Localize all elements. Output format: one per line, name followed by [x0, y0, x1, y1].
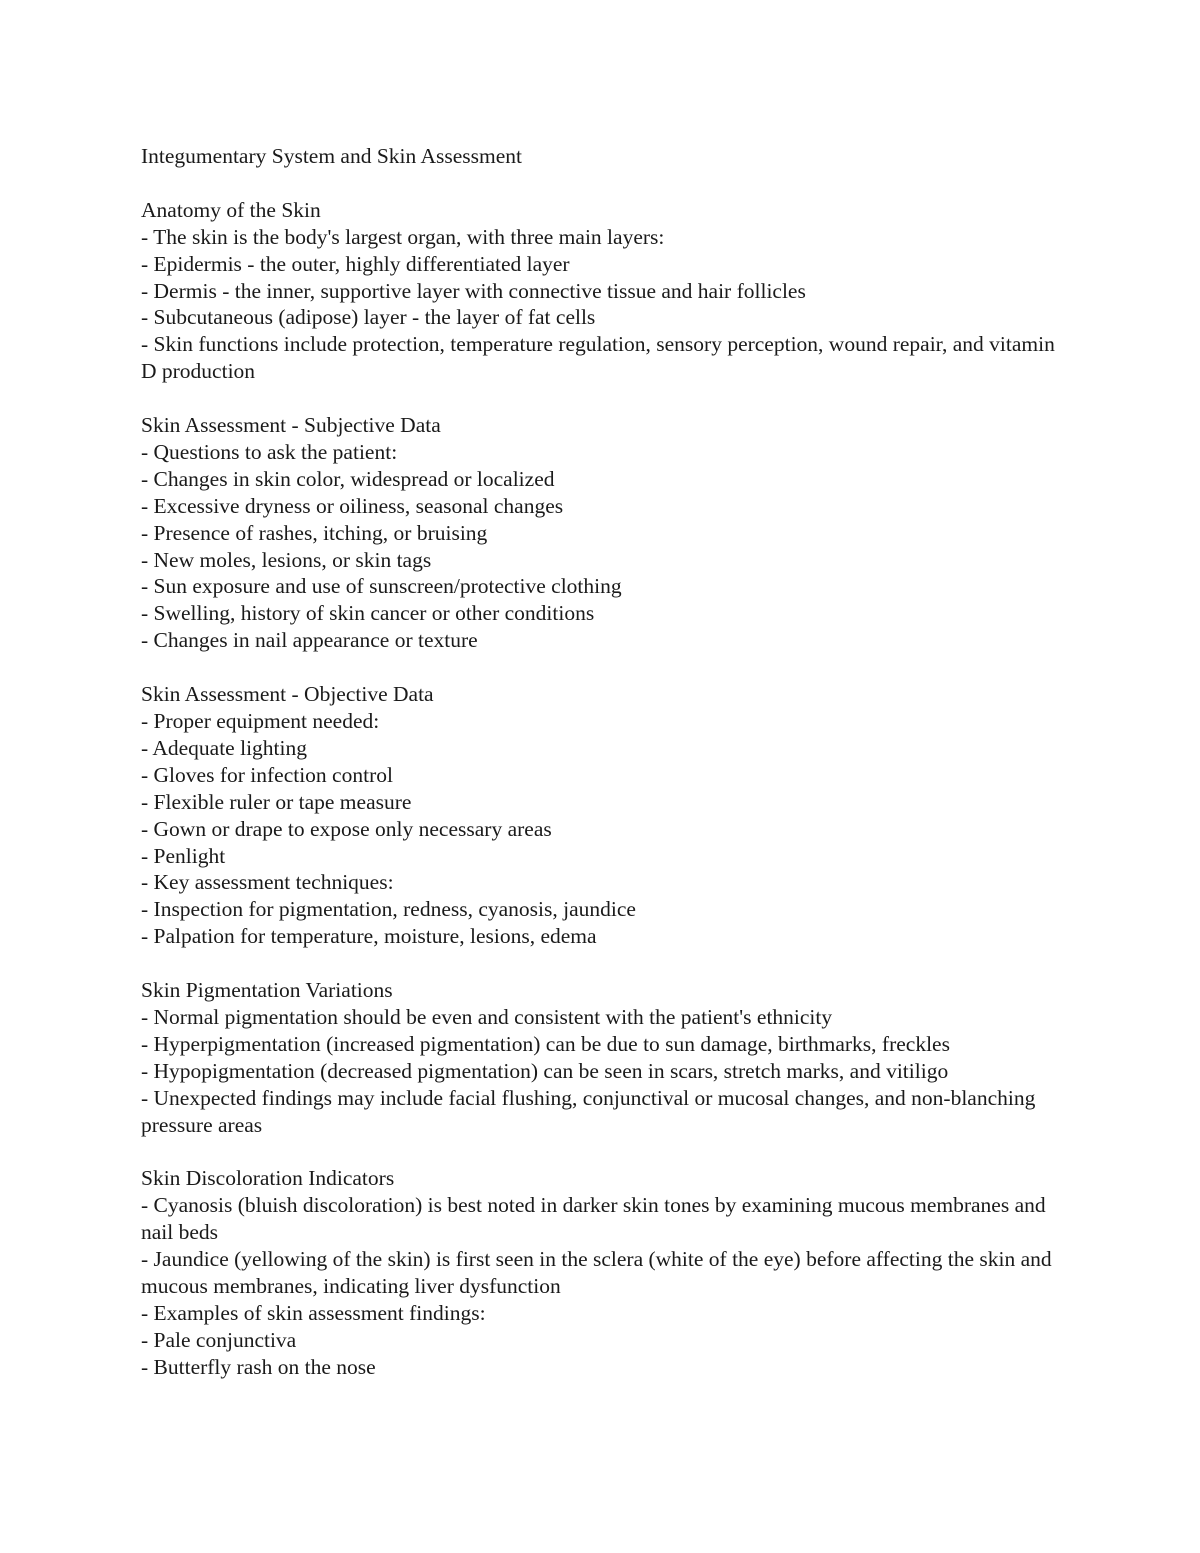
bullet-line: - Skin functions include protection, temperature regulation, sensory perception, wound repair, and vitamin D production	[141, 332, 1055, 384]
bullet-line: - Hypopigmentation (decreased pigmentation) can be seen in scars, stretch marks, and vitiligo	[141, 1058, 949, 1083]
section-anatomy	[141, 197, 1061, 385]
section-heading: Skin Discoloration Indicators	[141, 1166, 395, 1191]
bullet-line: - Penlight	[141, 843, 226, 868]
document-page	[141, 143, 1061, 1381]
document-title: Integumentary System and Skin Assessment	[141, 144, 522, 168]
bullet-line: - Unexpected findings may include facial flushing, conjunctival or mucosal changes, and non-blanching pressure areas	[141, 1085, 1036, 1137]
bullet-line: - Butterfly rash on the nose	[141, 1354, 376, 1379]
bullet-line: - Changes in skin color, widespread or localized	[141, 466, 555, 491]
bullet-line: - Proper equipment needed:	[141, 708, 380, 733]
section-subjective-data	[141, 412, 1061, 654]
section-objective-data	[141, 681, 1061, 950]
section-heading: Skin Assessment - Subjective Data	[141, 413, 441, 438]
bullet-line: - Gloves for infection control	[141, 762, 393, 787]
bullet-line: - Epidermis - the outer, highly differentiated layer	[141, 251, 570, 276]
bullet-line: - Pale conjunctiva	[141, 1327, 297, 1352]
bullet-line: - Cyanosis (bluish discoloration) is best noted in darker skin tones by examining mucous membranes and nail beds	[141, 1193, 1046, 1245]
bullet-line: - Presence of rashes, itching, or bruising	[141, 520, 488, 545]
bullet-line: - Excessive dryness or oiliness, seasonal changes	[141, 493, 564, 518]
bullet-line: - Questions to ask the patient:	[141, 439, 398, 464]
bullet-line: - Palpation for temperature, moisture, lesions, edema	[141, 924, 597, 949]
section-discoloration-indicators	[141, 1165, 1061, 1380]
bullet-line: - Subcutaneous (adipose) layer - the layer of fat cells	[141, 305, 596, 330]
bullet-line: - Changes in nail appearance or texture	[141, 628, 478, 653]
bullet-line: - Flexible ruler or tape measure	[141, 789, 412, 814]
section-heading: Skin Assessment - Objective Data	[141, 682, 434, 707]
bullet-line: - Normal pigmentation should be even and consistent with the patient's ethnicity	[141, 1004, 833, 1029]
bullet-line: - The skin is the body's largest organ, with three main layers:	[141, 224, 665, 249]
bullet-line: - Examples of skin assessment findings:	[141, 1300, 486, 1325]
bullet-line: - Jaundice (yellowing of the skin) is first seen in the sclera (white of the eye) before affecting the skin and mucous membranes, indicating liver dysfunction	[141, 1247, 1052, 1298]
section-heading: Skin Pigmentation Variations	[141, 978, 393, 1003]
bullet-line: - Sun exposure and use of sunscreen/protective clothing	[141, 574, 622, 599]
section-heading: Anatomy of the Skin	[141, 197, 321, 222]
bullet-line: - Adequate lighting	[141, 735, 307, 760]
bullet-line: - Gown or drape to expose only necessary areas	[141, 816, 552, 841]
bullet-line: - Hyperpigmentation (increased pigmentation) can be due to sun damage, birthmarks, freckles	[141, 1031, 950, 1056]
section-pigmentation-variations	[141, 977, 1061, 1138]
bullet-line: - Key assessment techniques:	[141, 870, 394, 895]
bullet-line: - Dermis - the inner, supportive layer with connective tissue and hair follicles	[141, 278, 806, 303]
bullet-line: - Inspection for pigmentation, redness, cyanosis, jaundice	[141, 897, 636, 922]
bullet-line: - Swelling, history of skin cancer or other conditions	[141, 601, 595, 626]
bullet-line: - New moles, lesions, or skin tags	[141, 547, 432, 572]
